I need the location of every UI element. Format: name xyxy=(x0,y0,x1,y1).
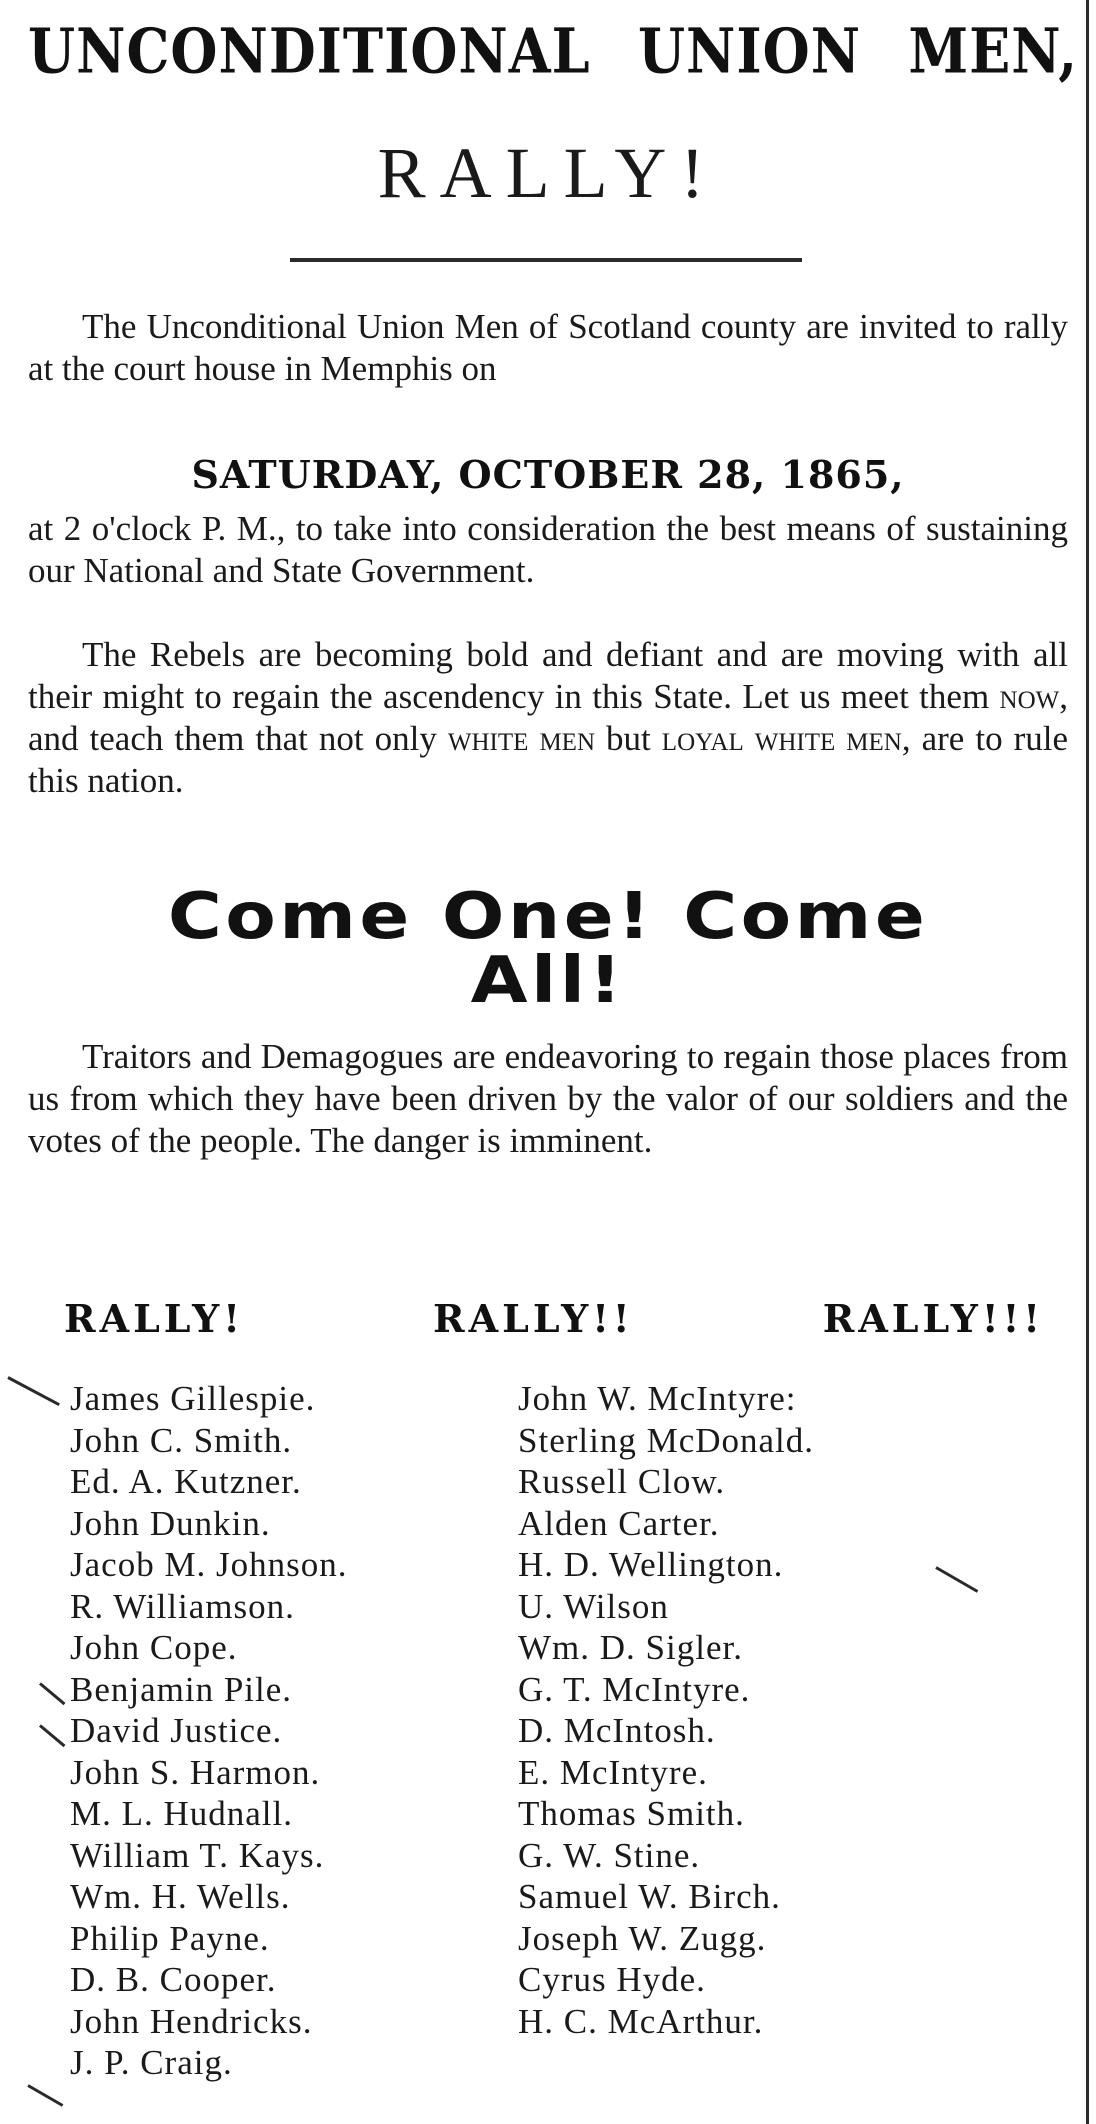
signer-name: John Dunkin. xyxy=(70,1503,271,1543)
check-mark xyxy=(39,1682,65,1705)
rebels-text-4: , are to rule this nation. xyxy=(28,719,1069,800)
check-mark xyxy=(7,1376,60,1406)
signer-name: John W. McIntyre: xyxy=(518,1379,797,1418)
rally-title: RALLY! xyxy=(377,133,719,213)
signer-name: D. McIntosh. xyxy=(518,1711,716,1750)
come-all-line: All! xyxy=(470,944,626,1018)
rally-1: RALLY! xyxy=(64,1296,244,1341)
check-mark xyxy=(39,1724,65,1747)
signer-name: H. D. Wellington. xyxy=(518,1545,784,1584)
rebels-text-3: but xyxy=(606,719,651,758)
signer-name: Ed. A. Kutzner. xyxy=(70,1462,302,1501)
signer-name: E. McIntyre. xyxy=(518,1752,708,1792)
signer-name: Philip Payne. xyxy=(70,1918,270,1958)
signer-name: David Justice. xyxy=(70,1711,283,1750)
column-rule xyxy=(1086,0,1089,2124)
signers-left-column xyxy=(70,1378,510,2084)
signer-name: H. C. McArthur. xyxy=(518,2001,764,2041)
signers-right-column xyxy=(518,1378,998,2042)
rebels-white-men: white men xyxy=(447,719,595,758)
signer-name: Cyrus Hyde. xyxy=(518,1960,706,1999)
divider-rule xyxy=(290,258,802,262)
signer-name: John Cope. xyxy=(70,1628,238,1667)
meeting-date: SATURDAY, OCTOBER 28, 1865, xyxy=(191,452,905,497)
signer-name: G. T. McIntyre. xyxy=(518,1669,751,1709)
headline-word-2: UNION xyxy=(637,14,862,88)
signer-name: Thomas Smith. xyxy=(518,1794,745,1833)
rally-row xyxy=(64,1296,1044,1341)
rebels-now: now xyxy=(999,677,1060,716)
intro-paragraph: The Unconditional Union Men of Scotland county are invited to rally at the court house in Memphis on xyxy=(28,307,1068,388)
signer-name: John C. Smith. xyxy=(70,1420,293,1460)
headline-word-1: UNCONDITIONAL xyxy=(28,14,591,88)
signer-name: Russell Clow. xyxy=(518,1462,726,1501)
signer-name: Sterling McDonald. xyxy=(518,1420,815,1460)
signer-name: Jacob M. Johnson. xyxy=(70,1545,348,1584)
signer-name: Wm. H. Wells. xyxy=(70,1877,291,1916)
traitors-paragraph: Traitors and Demagogues are endeavoring to regain those places from us from which they have been driven by the valor of our soldiers and the votes of the people. The danger is imminent. xyxy=(28,1037,1068,1160)
rally-2: RALLY!! xyxy=(433,1296,634,1341)
check-mark xyxy=(27,2084,63,2107)
signer-name: M. L. Hudnall. xyxy=(70,1794,294,1833)
rally-3: RALLY!!! xyxy=(822,1296,1044,1341)
headline-word-3: MEN, xyxy=(908,14,1078,88)
rebels-loyal-white-men: loyal white men xyxy=(661,719,902,758)
signer-name: Samuel W. Birch. xyxy=(518,1877,781,1916)
signer-name: Wm. D. Sigler. xyxy=(518,1628,743,1667)
signer-name: J. P. Craig. xyxy=(70,2043,233,2082)
purpose-paragraph: at 2 o'clock P. M., to take into consideration the best means of sustaining our National and State Government. xyxy=(28,509,1068,590)
come-one-line: Come One! Come xyxy=(167,880,929,954)
rebels-text-2: , and teach them that not only xyxy=(28,677,1069,758)
rebels-text-1: The Rebels are becoming bold and defiant and are moving with all their might to regain the ascendency in this State. Let us meet them xyxy=(28,635,1068,716)
signer-name: John S. Harmon. xyxy=(70,1752,321,1792)
signer-name: Benjamin Pile. xyxy=(70,1669,293,1709)
signer-name: R. Williamson. xyxy=(70,1586,295,1626)
signer-name: Alden Carter. xyxy=(518,1503,720,1543)
signer-name: James Gillespie. xyxy=(70,1379,316,1418)
headline xyxy=(28,14,1078,88)
signer-name: D. B. Cooper. xyxy=(70,1960,277,1999)
signer-name: G. W. Stine. xyxy=(518,1835,701,1875)
signer-name: William T. Kays. xyxy=(70,1835,325,1875)
signer-name: U. Wilson xyxy=(518,1586,669,1626)
signer-name: John Hendricks. xyxy=(70,2001,313,2041)
signer-name: Joseph W. Zugg. xyxy=(518,1918,767,1958)
rebels-paragraph xyxy=(28,634,1068,802)
